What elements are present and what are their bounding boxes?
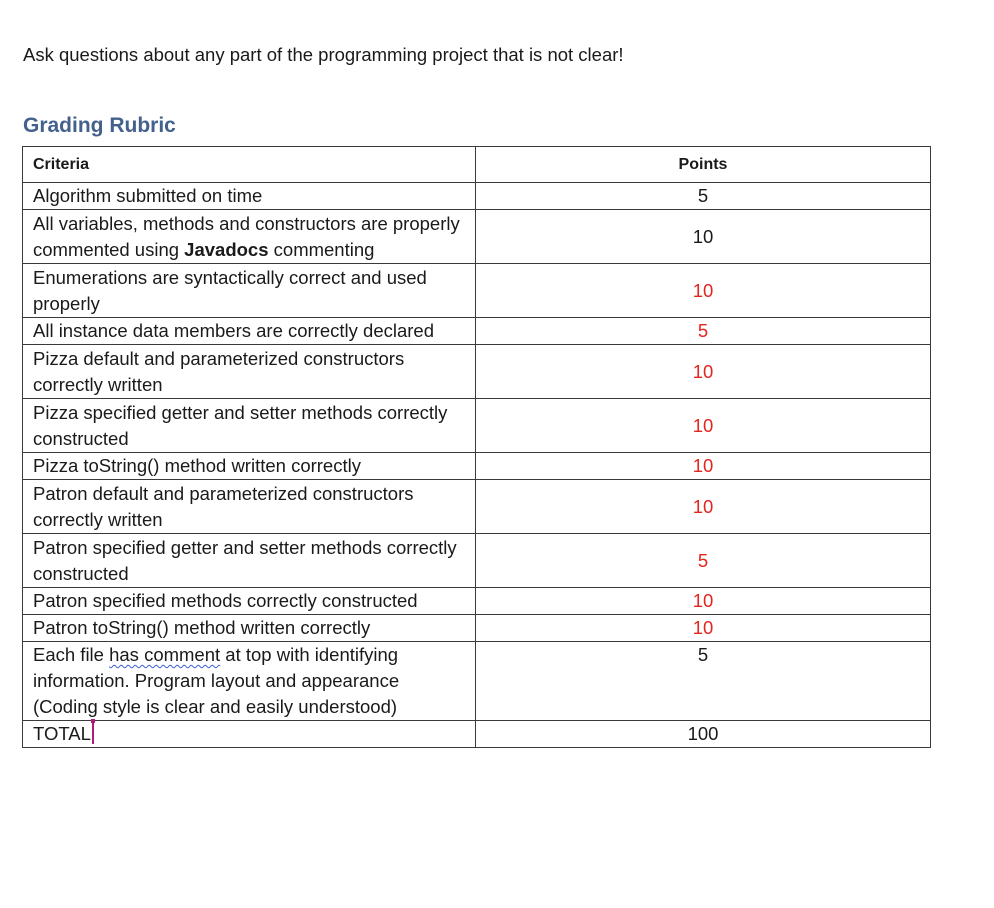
intro-text: Ask questions about any part of the programming project that is not clear!	[23, 44, 624, 65]
points-cell: 10	[476, 615, 931, 642]
points-value: 5	[697, 644, 709, 665]
criteria-header: Criteria	[23, 147, 476, 183]
criteria-cell: Patron toString() method written correctly	[23, 615, 476, 642]
points-cell	[476, 642, 931, 721]
total-label-cell[interactable]	[23, 721, 476, 748]
criteria-cell: Patron specified methods correctly constructed	[23, 588, 476, 615]
rubric-heading: Grading Rubric	[23, 114, 176, 137]
criteria-text: All variables, methods and constructors are properly commented using	[33, 212, 460, 260]
criteria-cell: Pizza default and parameterized constructors correctly written	[23, 345, 476, 399]
points-cell: 10	[476, 210, 931, 264]
total-points-cell: 100	[476, 721, 931, 748]
criteria-cell: Patron specified getter and setter methods correctly constructed	[23, 534, 476, 588]
table-row	[23, 264, 931, 318]
grading-rubric-table	[22, 146, 931, 748]
criteria-cell: Algorithm submitted on time	[23, 183, 476, 210]
points-header: Points	[476, 147, 931, 183]
total-label: TOTAL	[33, 723, 91, 744]
criteria-cell: Pizza specified getter and setter methods correctly constructed	[23, 399, 476, 453]
points-cell: 5	[476, 318, 931, 345]
criteria-text: at top with identifying information. Program layout and appearance (Coding style is clear and easily understood)	[33, 644, 400, 717]
criteria-cell: All instance data members are correctly declared	[23, 318, 476, 345]
table-row	[23, 480, 931, 534]
criteria-text: commenting	[268, 238, 375, 260]
criteria-cell: Pizza toString() method written correctly	[23, 453, 476, 480]
criteria-cell: Enumerations are syntactically correct and used properly	[23, 264, 476, 318]
points-cell: 10	[476, 399, 931, 453]
table-row	[23, 318, 931, 345]
criteria-cell: Patron default and parameterized constructors correctly written	[23, 480, 476, 534]
table-row	[23, 588, 931, 615]
criteria-text: Each file	[33, 644, 110, 665]
table-row	[23, 210, 931, 264]
points-cell: 10	[476, 453, 931, 480]
criteria-bold-text: Javadocs	[184, 238, 269, 260]
spellcheck-underlined-text: has comment	[109, 644, 221, 665]
text-cursor	[92, 722, 94, 744]
table-row	[23, 534, 931, 588]
points-cell: 10	[476, 480, 931, 534]
table-row	[23, 642, 931, 721]
total-row	[23, 721, 931, 748]
table-row	[23, 399, 931, 453]
table-row	[23, 615, 931, 642]
points-cell: 10	[476, 588, 931, 615]
criteria-cell	[23, 642, 476, 721]
criteria-cell	[23, 210, 476, 264]
points-cell: 10	[476, 264, 931, 318]
points-cell: 10	[476, 345, 931, 399]
points-cell: 5	[476, 183, 931, 210]
table-row	[23, 453, 931, 480]
table-header-row	[23, 147, 931, 183]
points-cell: 5	[476, 534, 931, 588]
table-row	[23, 345, 931, 399]
table-row	[23, 183, 931, 210]
